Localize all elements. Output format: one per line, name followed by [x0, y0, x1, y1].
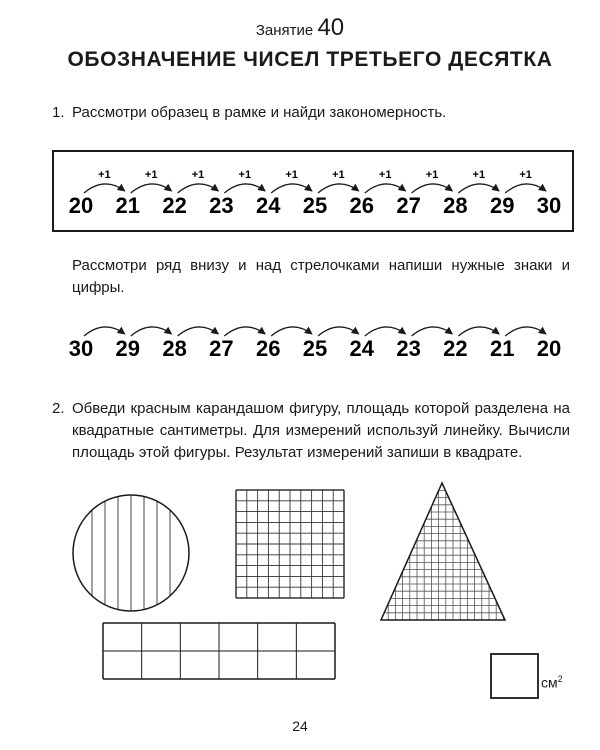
task-1-number: 1. — [52, 104, 65, 121]
sample-number: 27 — [396, 193, 421, 218]
sample-plus-label: +1 — [378, 169, 392, 181]
answer-unit-text: см — [541, 674, 558, 691]
sample-plus-label: +1 — [191, 169, 205, 181]
answer-unit-power: 2 — [557, 674, 563, 684]
page-number: 24 — [292, 718, 308, 734]
exercise-number: 26 — [255, 336, 281, 361]
exercise-number: 24 — [349, 336, 375, 361]
exercise-number: 23 — [396, 336, 421, 361]
task-2-number: 2. — [52, 400, 65, 417]
sample-number: 26 — [349, 193, 375, 218]
sample-number: 25 — [302, 193, 328, 218]
sample-plus-label: +1 — [519, 169, 532, 181]
exercise-number: 21 — [489, 336, 515, 361]
page-title: ОБОЗНАЧЕНИЕ ЧИСЕЛ ТРЕТЬЕГО ДЕСЯТКА — [67, 48, 553, 71]
task-1-instruction: Рассмотри ряд внизу и над стрелочками напиши нужные знаки и цифры. — [72, 257, 570, 296]
answer-box[interactable] — [491, 654, 538, 698]
exercise-number: 27 — [209, 336, 234, 361]
lesson-number: 40 — [317, 14, 345, 41]
exercise-number: 22 — [443, 336, 468, 361]
circle-shape[interactable] — [73, 490, 189, 616]
sample-number: 28 — [443, 193, 468, 218]
sample-plus-label: +1 — [238, 169, 252, 181]
square-grid-shape[interactable] — [236, 490, 344, 598]
sample-number: 24 — [255, 193, 281, 218]
exercise-number: 30 — [68, 336, 94, 361]
answer-unit — [541, 674, 563, 691]
sample-number: 29 — [489, 193, 515, 218]
task-1-text: Рассмотри образец в рамке и найди закономерность. — [72, 104, 447, 121]
exercise-number: 20 — [536, 336, 562, 361]
task-2-text: Обведи красным карандашом фигуру, площадь которой разделена на квадратные сантиметры. Для измерений используй линейку. Вычисли площадь этой фигуры. Результат измерений запиши в квадрате. — [72, 400, 570, 461]
sample-number: 30 — [536, 193, 562, 218]
exercise-number: 29 — [115, 336, 141, 361]
sample-plus-label: +1 — [98, 169, 111, 181]
sample-number: 23 — [209, 193, 234, 218]
sample-plus-label: +1 — [144, 169, 158, 181]
rectangle-grid-shape[interactable] — [103, 623, 335, 679]
exercise-number: 25 — [302, 336, 328, 361]
exercise-number: 28 — [162, 336, 187, 361]
sample-plus-label: +1 — [332, 169, 345, 181]
sample-number: 21 — [115, 193, 141, 218]
sample-number: 20 — [68, 193, 94, 218]
sample-plus-label: +1 — [285, 169, 298, 181]
lesson-word: Занятие — [255, 22, 314, 39]
sample-number: 22 — [162, 193, 187, 218]
triangle-grid-shape[interactable] — [381, 483, 505, 620]
sample-plus-label: +1 — [472, 169, 486, 181]
sample-plus-label: +1 — [425, 169, 439, 181]
